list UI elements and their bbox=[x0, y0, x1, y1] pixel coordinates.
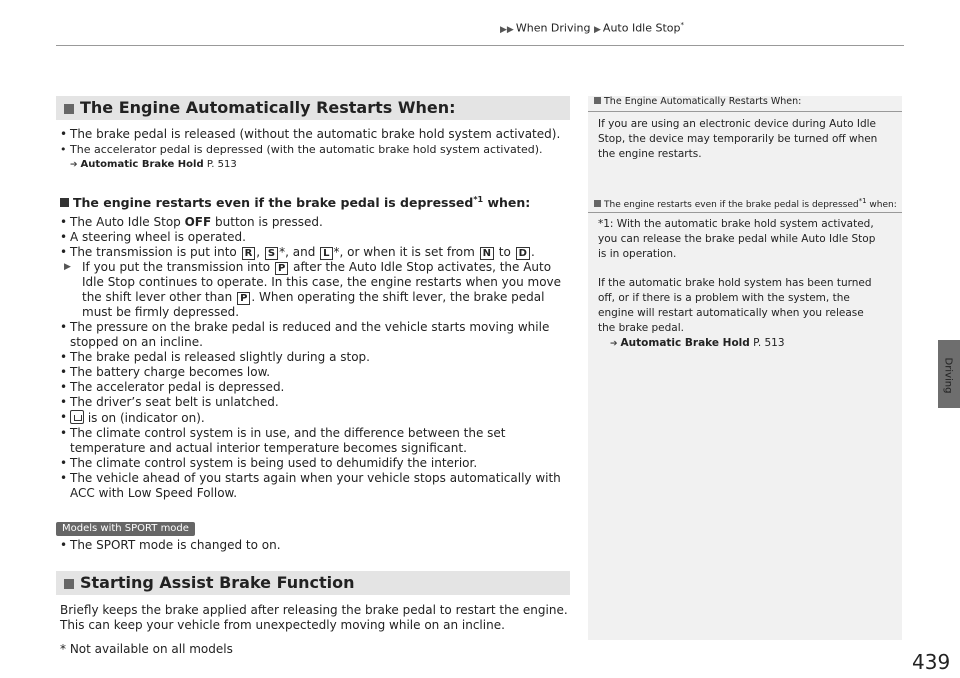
note-marker-icon bbox=[594, 97, 601, 104]
cross-reference[interactable]: ➔ Automatic Brake Hold P. 513 bbox=[610, 337, 785, 349]
section-heading-starting-assist bbox=[56, 571, 570, 595]
subsection-heading: The engine restarts even if the brake pedal is depressed$^{*1}$ when: bbox=[60, 195, 580, 210]
section2-paragraph: Briefly keeps the brake applied after releasing the brake pedal to restart the engine. This can keep your vehicle from unexpectedly moving while on an incline. bbox=[60, 603, 568, 632]
chapter-label: Driving bbox=[942, 357, 954, 394]
list-item: • The driver’s seat belt is unlatched. bbox=[60, 395, 580, 410]
square-bullet-icon bbox=[64, 579, 74, 589]
triangle-icon: ▶ bbox=[594, 24, 601, 35]
cross-reference[interactable]: ➔ Automatic Brake Hold P. 513 bbox=[70, 159, 237, 170]
square-bullet-icon bbox=[64, 104, 74, 114]
list-item: • The climate control system is in use, and the difference between the set temperature and actual interior temperature becomes significant. bbox=[60, 426, 580, 456]
triangle-icon: ▶ bbox=[64, 262, 71, 272]
sub-note: ▶ If you put the transmission into P after the Auto Idle Stop activates, the Auto Idle Stop continues to operate. In this case, the engine restarts when you move the shift lever other than P . When operating the shift lever, the brake pedal must be firmly depressed. bbox=[64, 260, 562, 319]
section-heading-engine-restarts bbox=[56, 96, 570, 120]
list-item: • The battery charge becomes low. bbox=[60, 365, 580, 380]
section1-bullets bbox=[60, 127, 580, 173]
gear-key-l: L bbox=[320, 247, 332, 260]
subsection-bullets bbox=[60, 215, 580, 501]
models-badge: Models with SPORT mode bbox=[56, 522, 195, 536]
breadcrumb-item-when-driving[interactable]: When Driving bbox=[515, 21, 591, 35]
note1-rule bbox=[588, 111, 902, 112]
gear-key-n: N bbox=[480, 247, 494, 260]
note1-heading: The Engine Automatically Restarts When: bbox=[588, 96, 908, 107]
list-item: • The pressure on the brake pedal is reduced and the vehicle starts moving while stopped on an incline. bbox=[60, 320, 580, 350]
list-item: • The brake pedal is released slightly during a stop. bbox=[60, 350, 580, 365]
list-item: • The accelerator pedal is depressed. bbox=[60, 380, 580, 395]
square-bullet-icon bbox=[60, 198, 69, 207]
note2-body: *1: With the automatic brake hold system activated, you can release the brake pedal while Auto Idle Stop is in operation. If the automatic brake hold system has been turned off, or if there is a problem with the system, the engine will restart automatically when you release the brake pedal. ➔ Automatic Brake Hold P. 513 bbox=[598, 217, 898, 352]
footnote: * Not available on all models bbox=[60, 642, 233, 656]
section-title: Starting Assist Brake Function bbox=[80, 573, 355, 592]
note-marker-icon bbox=[594, 200, 601, 207]
gear-key-p: P bbox=[275, 262, 288, 275]
list-item: • The transmission is put into R , S *, and L *, or when it is set from N to D . bbox=[60, 245, 580, 260]
note2-rule bbox=[588, 212, 902, 213]
gear-key-d: D bbox=[516, 247, 530, 260]
note1-body: If you are using an electronic device during Auto Idle Stop, the device may temporarily be turned off when the engine restarts. bbox=[598, 118, 878, 160]
reference-arrow-icon: ➔ bbox=[610, 339, 618, 349]
breadcrumb-item-auto-idle-stop[interactable]: Auto Idle Stop bbox=[602, 21, 681, 35]
list-item: • The accelerator pedal is depressed (with the automatic brake hold system activated). bbox=[60, 142, 580, 157]
gear-key-p: P bbox=[237, 292, 250, 305]
header-rule bbox=[56, 45, 904, 46]
notes-sidebar bbox=[588, 96, 902, 640]
front-sensor-indicator-icon bbox=[70, 410, 84, 424]
list-item: • The Auto Idle Stop OFF button is pressed. bbox=[60, 215, 580, 230]
list-item: • The climate control system is being used to dehumidify the interior. bbox=[60, 456, 580, 471]
star-mark: * bbox=[680, 21, 685, 29]
list-item: • is on (indicator on). bbox=[60, 410, 580, 426]
note2-heading: The engine restarts even if the brake pedal is depressed$^{*1}$ when: bbox=[588, 197, 908, 210]
list-item: • The SPORT mode is changed to on. bbox=[60, 538, 580, 553]
list-item: • The vehicle ahead of you starts again when your vehicle stops automatically with ACC with Low Speed Follow. bbox=[60, 471, 580, 501]
reference-arrow-icon: ➔ bbox=[70, 160, 78, 170]
page-number: 439 bbox=[912, 650, 951, 674]
section-title: The Engine Automatically Restarts When: bbox=[80, 98, 456, 117]
breadcrumb bbox=[500, 21, 684, 35]
sport-bullet bbox=[60, 538, 580, 553]
list-item: • A steering wheel is operated. bbox=[60, 230, 580, 245]
gear-key-r: R bbox=[242, 247, 256, 260]
gear-key-s: S bbox=[265, 247, 278, 260]
triangle-icon: ▶▶ bbox=[500, 24, 514, 35]
list-item: • The brake pedal is released (without the automatic brake hold system activated). bbox=[60, 127, 580, 142]
